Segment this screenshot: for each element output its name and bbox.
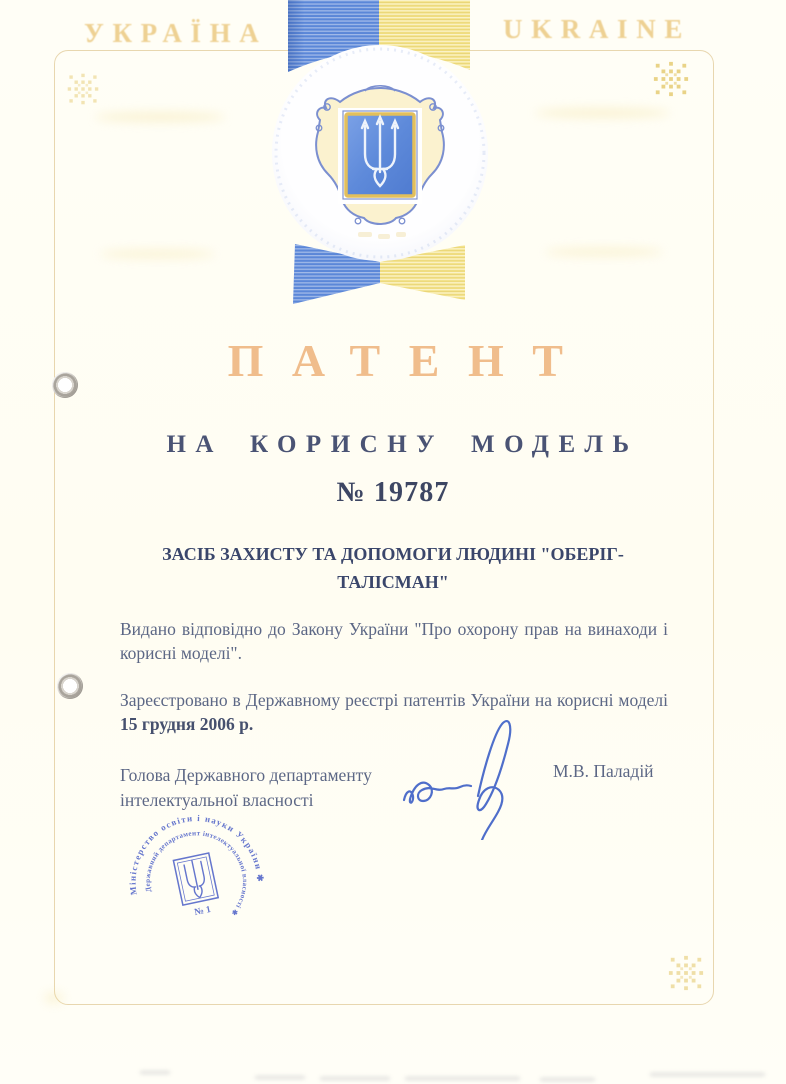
country-name-ukrainian: УКРАЇНА [84,18,268,48]
seal-outer-text: Міністерство освіти і науки України ✱ [127,813,266,896]
registration-date: 15 грудня 2006 р. [120,714,254,735]
embroidery-ornament-icon [666,954,706,992]
guilloche-watermark [100,250,215,258]
signatory-position: Голова Державного департаменту інтелектуальної власності [120,765,372,810]
coat-of-arms-medallion [270,42,490,264]
embroidery-ornament-icon [44,992,64,1004]
scan-artifact [405,1077,520,1080]
official-round-seal [118,804,274,956]
seal-number: № 1 [193,904,212,919]
seal-trident-shield [173,853,218,905]
guilloche-watermark [545,248,663,256]
signature [382,700,562,840]
invention-title-line1: ЗАСІБ ЗАХИСТУ ТА ДОПОМОГИ ЛЮДИНІ "ОБЕРІГ- [162,544,624,564]
ukraine-shield [338,108,422,204]
trident-icon [183,859,208,900]
embroidery-ornament-icon [651,60,691,98]
embroidery-ornament-icon [66,72,100,106]
guilloche-watermark [95,112,225,122]
invention-title [133,541,653,597]
country-name-english: UKRAINE [503,14,691,44]
scan-artifact [320,1077,390,1080]
signer-name: М.В. Паладій [553,761,654,781]
seal-inner-text: Державний департамент інтелектуальної власності ✱ [143,829,249,918]
issued-clause: Видано відповідно до Закону України "Про охорону прав на винаходи і корисні моделі". [120,619,668,664]
patent-kind-subtitle: НА КОРИСНУ МОДЕЛЬ [166,431,639,458]
patent-number: № 19787 [336,477,450,508]
hole-punch [52,372,78,398]
hole-punch [57,673,83,699]
scan-artifact [650,1073,765,1076]
guilloche-watermark [535,108,670,118]
registered-clause-text: Зареєстровано в Державному реєстрі патентів України на корисні моделі [120,690,668,710]
invention-title-line2: ТАЛІСМАН" [337,571,449,592]
patent-title: ПАТЕНТ [227,335,592,386]
scan-artifact [255,1076,305,1079]
scan-artifact [140,1071,170,1074]
scan-artifact [540,1078,595,1081]
